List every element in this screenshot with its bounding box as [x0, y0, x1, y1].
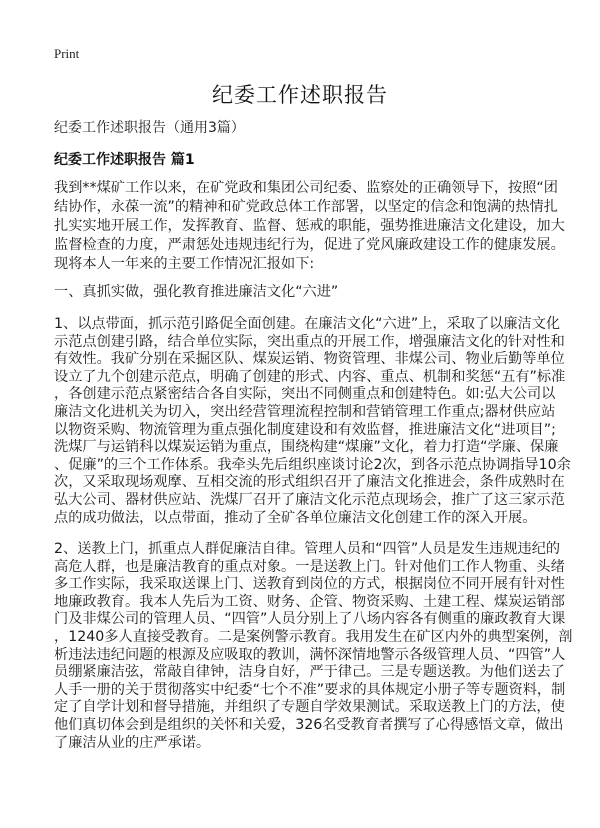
- text-line: 廉洁文化进机关为切入，突出经营管理流程控制和营销管理工作重点;器材供应站: [54, 403, 556, 420]
- paragraph-1: [54, 316, 571, 527]
- text-line: 门及非煤公司的管理人员、“四管”人员分别上了八场内容各有侧重的廉政教育大课: [54, 611, 566, 628]
- document-title: 纪委工作述职报告: [212, 83, 388, 107]
- text-line: 2、送教上门，抓重点人群促廉洁自律。管理人员和“四管”人员是发生违规违纪的: [54, 541, 561, 557]
- document-subtitle: 纪委工作述职报告（通用3篇）: [54, 120, 245, 136]
- print-label: Print: [54, 46, 80, 61]
- text-line: 扎实实地开展工作，发挥教育、监督、惩戒的职能，强势推进廉洁文化建设，加大: [54, 218, 565, 234]
- text-line: 次，又采取现场观摩、互相交流的形式组织召开了廉洁文化推进会，条件成熟时在: [54, 474, 565, 491]
- text-line: 有效性。我矿分别在采掘区队、煤炭运销、物资管理、非煤公司、物业后勤等单位: [54, 351, 565, 368]
- text-line: 设立了九个创建示范点，明确了创建的形式、内容、重点、机制和奖惩“五有”标准: [54, 368, 566, 385]
- text-line: 、促廉”的三个工作体系。我牵头先后组织座谈讨论2次，到各示范点协调指导10余: [54, 456, 571, 473]
- text-line: 结协作，永葆一流”的精神和矿党政总体工作部署，以坚定的信念和饱满的热情扎: [54, 199, 558, 215]
- text-line: 他们真切体会到是组织的关怀和关爱，326名受教育者撰写了心得感悟文章，做出: [54, 716, 564, 733]
- text-line: 点的成功做法，以点带面，推动了全矿各单位廉洁文化创建工作的深入开展。: [54, 509, 537, 526]
- text-line: 定了自学计划和督导措施，并组织了专题自学效果测试。采取送教上门的方法，使: [54, 699, 565, 716]
- text-line: 多工作实际，我采取送课上门、送教育到岗位的方式，根据岗位不同开展有针对性: [54, 576, 565, 593]
- text-line: 示范点创建引路，结合单位实际，突出重点的开展工作，增强廉洁文化的针对性和: [54, 333, 565, 350]
- text-line: ，各创建示范点紧密结合各自实际，突出不同侧重点和创建特色。如:弘大公司以: [54, 386, 556, 403]
- text-line: 人手一册的关于贯彻落实中纪委“七个不准”要求的具体规定小册子等专题资料，制: [54, 681, 566, 698]
- intro-paragraph: [54, 179, 565, 274]
- text-line: 1、以点带面，抓示范引路促全面创建。在廉洁文化“六进”上，采取了以廉洁文化: [54, 316, 561, 332]
- text-line: ，1240多人直接受教育。二是案例警示教育。我用发生在矿区内外的典型案例，剖: [54, 628, 573, 645]
- text-line: 了廉洁从业的庄严承诺。: [54, 734, 211, 751]
- text-line: 高危人群，也是廉洁教育的重点对象。一是送教上门。针对他们工作人物重、头绪: [54, 558, 565, 575]
- text-line: 监督检查的力度，严肃惩处违规违纪行为，促进了党风廉政建设工作的健康发展。: [54, 237, 565, 253]
- text-line: 我到**煤矿工作以来，在矿党政和集团公司纪委、监察处的正确领导下，按照“团: [54, 180, 558, 196]
- text-line: 地廉政教育。我本人先后为工资、财务、企管、物资采购、土建工程、煤炭运销部: [54, 593, 565, 610]
- text-line: 析违法违纪问题的根源及应吸取的教训，满怀深情地警示各级管理人员、“四管”人: [54, 646, 566, 663]
- text-line: 洗煤厂与运销科以煤炭运销为重点，围绕构建“煤廉”文化，着力打造“学廉、保廉: [54, 439, 559, 456]
- text-line: 以物资采购、物流管理为重点强化制度建设和有效监督，推进廉洁文化“进项目”;: [54, 421, 556, 438]
- paragraph-2: [54, 541, 573, 752]
- text-line: 员绷紧廉洁弦，常敲自律钟，洁身自好，严于律己。三是专题送教。为他们送去了: [54, 664, 565, 681]
- document-heading: 纪委工作述职报告 篇1: [54, 152, 195, 168]
- section-heading: 一、真抓实做，强化教育推进廉洁文化“六进”: [54, 284, 339, 300]
- text-line: 弘大公司、器材供应站、洗煤厂召开了廉洁文化示范点现场会，推广了这三家示范: [54, 491, 565, 508]
- text-line: 现将本人一年来的主要工作情况汇报如下:: [54, 256, 315, 272]
